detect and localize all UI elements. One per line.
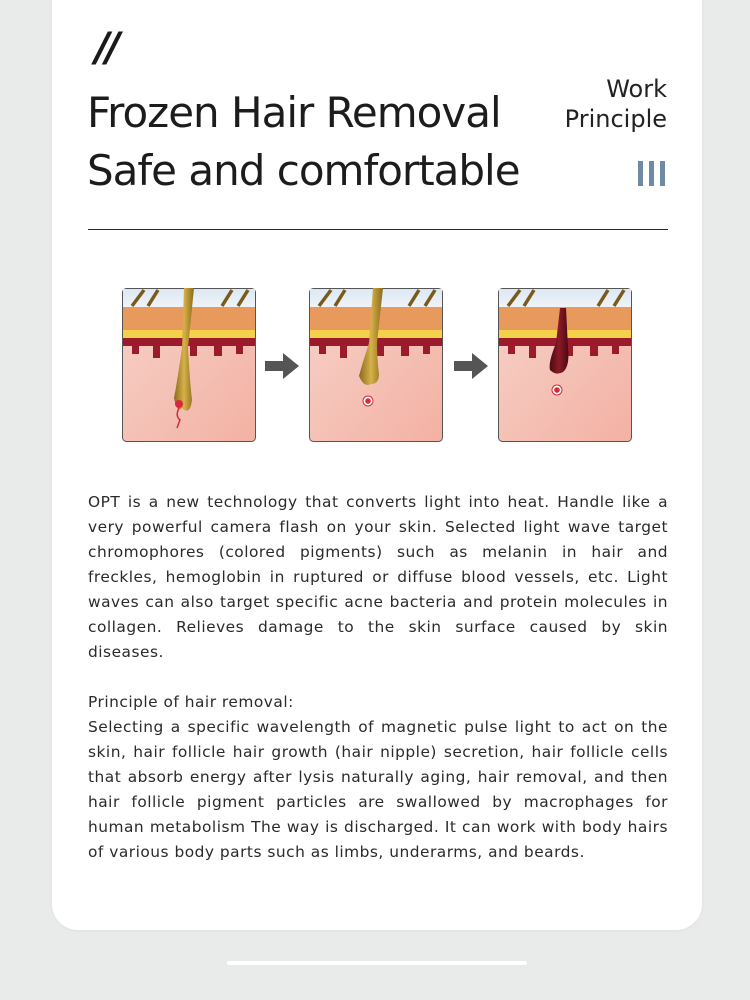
section-label-line-1: Work: [606, 75, 667, 103]
hair-follicle-before-illustration: [122, 288, 256, 442]
intro-paragraph: OPT is a new technology that converts light into heat. Handle like a very powerful camera flash on your skin. Selected light wave target chromophores (colored pigments) such as melanin in hair and freckles, hemoglobin in ruptured or diffuse blood vessels, etc. Light waves can also target specific acne bacteria and protein molecules in collagen. Relieves damage to the skin surface caused by skin diseases.: [88, 493, 668, 661]
section-label: [565, 74, 667, 134]
title-line-2: Safe and comfortable: [87, 146, 520, 195]
page-title: [87, 84, 520, 200]
subheading: Principle of hair removal:: [88, 693, 294, 711]
home-indicator[interactable]: [227, 961, 527, 965]
hair-follicle-heated-illustration: [309, 288, 443, 442]
hair-follicle-destroyed-illustration: [498, 288, 632, 442]
hair-removal-diagram: [122, 288, 634, 443]
title-line-1: Frozen Hair Removal: [87, 88, 501, 137]
divider: [88, 229, 668, 230]
right-arrow-icon: [454, 353, 488, 379]
section-label-line-2: Principle: [564, 105, 667, 133]
principle-paragraph: Selecting a specific wavelength of magnetic pulse light to act on the skin, hair follicle hair growth (hair nipple) secretion, hair follicle cells that absorb energy after lysis naturally aging, hair removal, and then hair follicle pigment particles are swallowed by macrophages for human metabolism The way is discharged. It can work with body hairs of various body parts such as limbs, underarms, and beards.: [88, 718, 668, 861]
quote-mark-icon: //: [95, 25, 117, 71]
content-card: [52, 0, 702, 930]
description: [88, 490, 668, 865]
right-arrow-icon: [265, 353, 299, 379]
three-bars-icon: [638, 161, 666, 186]
